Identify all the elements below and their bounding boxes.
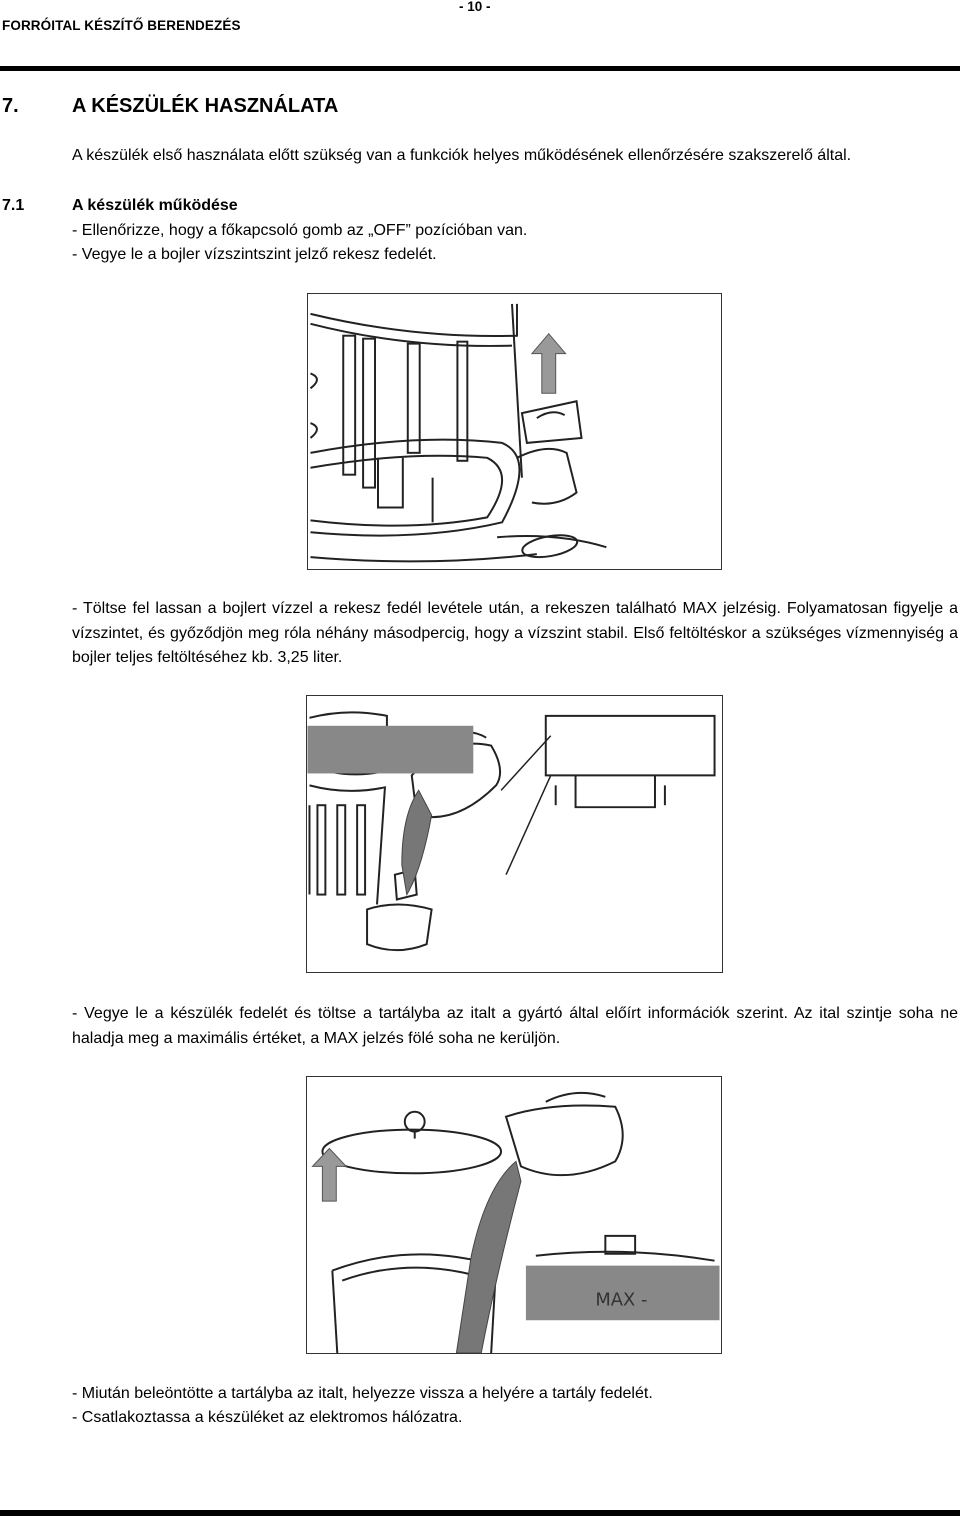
header-divider [0, 66, 960, 71]
fig2-min-label: MIN - [610, 762, 636, 774]
fig2-max-label: MAX - [605, 727, 635, 739]
step-remove-cover: - Vegye le a bojler vízszintszint jelző rekesz fedelét. [72, 246, 437, 263]
footer-divider [0, 1510, 960, 1516]
subsection-number: 7.1 [2, 197, 25, 214]
page-number: - 10 - [459, 0, 491, 14]
fig3-max-label: MAX - [595, 1289, 648, 1311]
figure-fill-boiler [306, 695, 723, 973]
figure-fill-tank-drawing [307, 1077, 721, 1353]
step-fill-boiler: - Töltse fel lassan a bojlert vízzel a rekesz fedél levétele után, a rekeszen található MAX jelzésig. Folyamatosan figyelje a vízszintet, és győződjön meg róla néhány másodpercig, hogy a vízszint stabil. Első feltöltéskor a szükséges vízmennyiség a bojler teljes feltöltéséhez kb. 3,25 liter. [72, 600, 958, 666]
figure-remove-level-cover [307, 293, 722, 570]
step-check-main-switch: - Ellenőrizze, hogy a főkapcsoló gomb az „OFF” pozícióban van. [72, 222, 528, 239]
subsection-title: A készülék működése [72, 197, 238, 214]
step-connect-power: - Csatlakoztassa a készüléket az elektromos hálózatra. [72, 1409, 463, 1426]
section-intro: A készülék első használata előtt szükség van a funkciók helyes működésének ellenőrzésére szakszerelő által. [72, 147, 852, 164]
section-number: 7. [2, 95, 19, 117]
figure-fill-boiler-drawing [307, 696, 722, 972]
figure-fill-tank [306, 1076, 722, 1354]
document-header-title: FORRÓITAL KÉSZÍTŐ BERENDEZÉS [2, 18, 241, 33]
step-replace-lid: - Miután beleöntötte a tartályba az italt, helyezze vissza a helyére a tartály fedelét. [72, 1385, 653, 1402]
figure-remove-level-cover-drawing [308, 294, 721, 569]
section-title: A KÉSZÜLÉK HASZNÁLATA [72, 95, 339, 117]
step-fill-tank: - Vegye le a készülék fedelét és töltse a tartályba az italt a gyártó által előírt információk szerint. Az ital szintje soha ne haladja meg a maximális értéket, a MAX jelzés fölé soha ne kerüljön. [72, 1005, 958, 1047]
